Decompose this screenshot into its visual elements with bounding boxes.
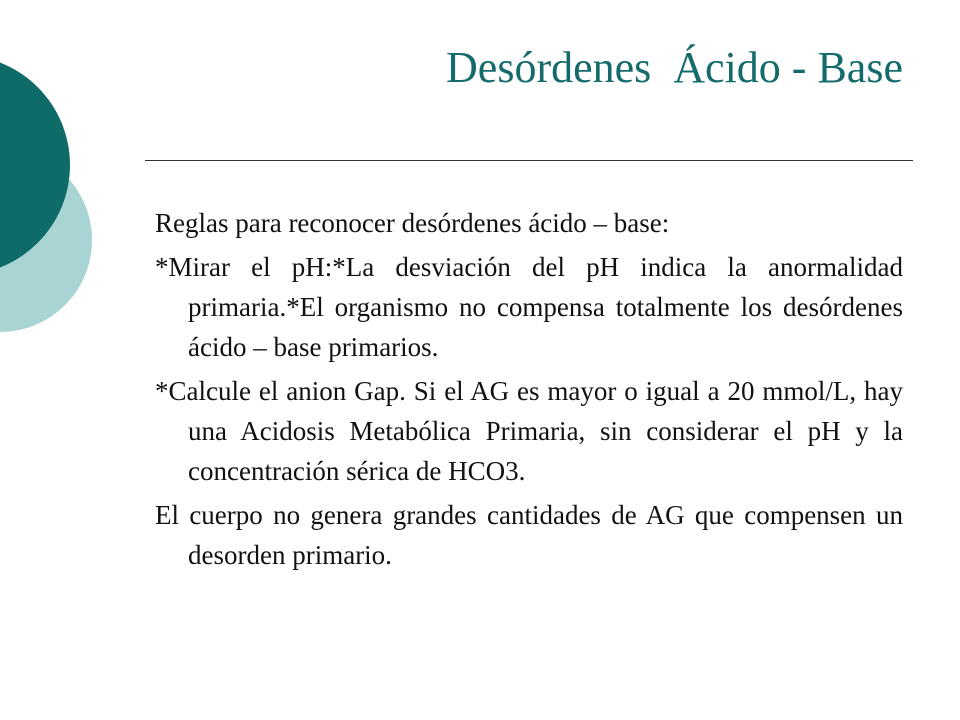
paragraph-ag-compensation: El cuerpo no genera grandes cantidades de AG que compensen un desorden primario. bbox=[155, 500, 903, 570]
decorative-circles bbox=[0, 0, 120, 400]
paragraph-ph-rule: *Mirar el pH:*La desviación del pH indica la anormalidad primaria.*El organismo no compensa totalmente los desórdenes ácido – base primarios. bbox=[155, 252, 903, 362]
slide-title: Desórdenes Ácido - Base bbox=[446, 43, 903, 92]
title-divider bbox=[145, 160, 913, 161]
paragraph-anion-gap-rule: *Calcule el anion Gap. Si el AG es mayor o igual a 20 mmol/L, hay una Acidosis Metabólica Primaria, sin considerar el pH y la concentración sérica de HCO3. bbox=[155, 376, 903, 486]
paragraph-intro: Reglas para reconocer desórdenes ácido – base: bbox=[155, 208, 670, 238]
slide-body bbox=[155, 203, 903, 579]
